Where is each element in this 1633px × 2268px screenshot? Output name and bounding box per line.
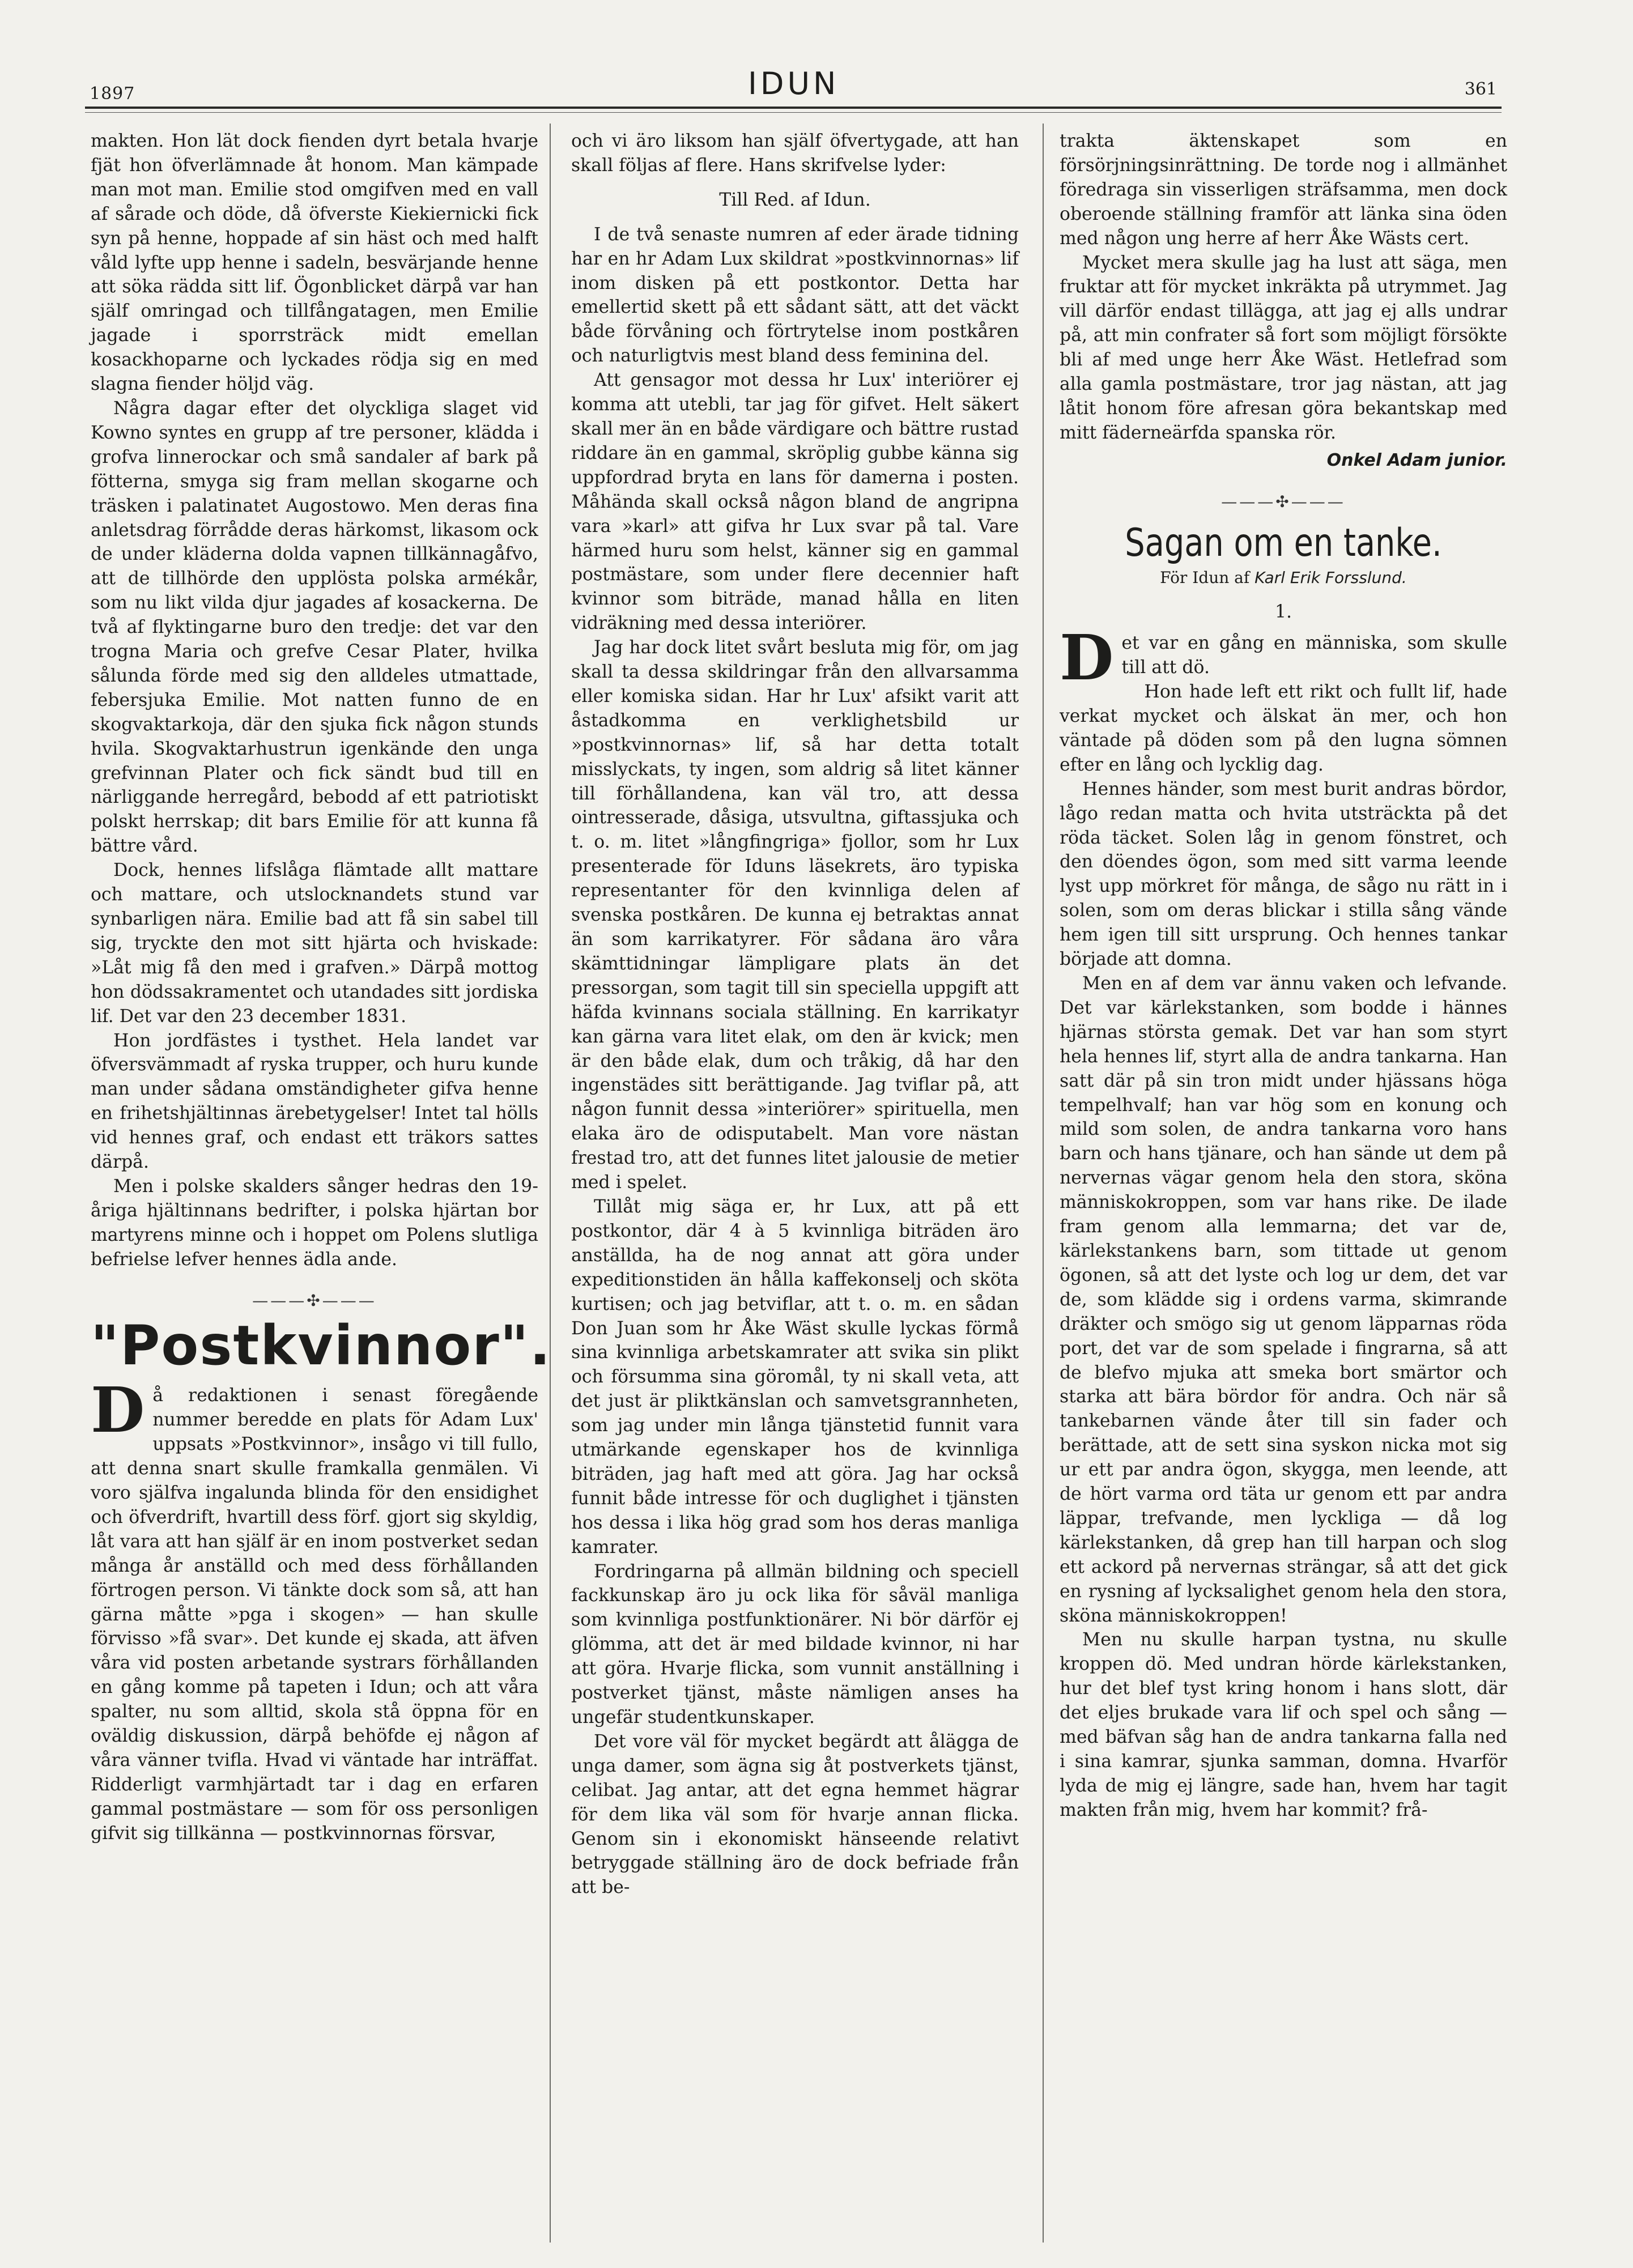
header-rule-thin <box>85 112 1502 113</box>
paragraph: Men en af dem var ännu vaken och lefvande. Det var kärlekstanken, som bodde i hännes hjärnas största gemak. Det var han som styrt hela hennes lif, styrt alla de andra tankarna. Han satt där på sin tron midt under hjässans höga tempelhvalf; han var hög som en konung och mild som solen, de andra tankarna voro hans barn och hans tjänare, och han sände ut dem på nervernas vägar genom hela den stora, sköna människokroppen, som var hans rike. De ilade fram genom alla lemmarna; det var de, kärlekstankens barn, som tittade ut genom ögonen, så att det lyste och log ur dem, det var de, som klädde sig i ordens varma, skimrande dräkter och smögo sig ut genom läpparnas röda port, det var de som spelade i fingrarna, så att de blefvo mjuka att smeka bort smärtor och starka att bära bördor för andra. Och när så tankebarnen vände åter till sin fader och berättade, att de sett sina syskon nicka mot sig ur ett par andra ögon, skygga, men leende, att de hört varma ord täta ur genom ett par andra läppar, trefvande, men lyckliga — då log kärlekstanken, då grep han till harpan och slog ett ackord på nervernas strängar, så att det gick en rysning af lycksalighet genom hela den stora, sköna människokroppen! <box>1060 973 1507 1626</box>
paragraph: I de två senaste numren af eder ärade tidning har en hr Adam Lux skildrat »postkvinnornas» lif inom disken på ett postkontor. Detta har emellertid skett på ett sådant sätt, att det väckt både förvåning och förtrytelse inom postkåren och naturligtvis mest bland dess feminina del. <box>571 224 1019 367</box>
column-divider <box>1043 124 1044 2243</box>
paragraph: et var en gång en människa, som skulle till att dö. <box>1121 633 1507 678</box>
paragraph: Fordringarna på allmän bildning och speciell fackkunskap äro ju ock lika för såväl manliga som kvinnliga postfunktionärer. Ni bör därför ej glömma, att det är med bildade kvinnor, ni har att göra. Hvarje flicka, som vunnit anställning i postverket tjänst, måste nämligen anses ha ungefär studentkunskaper. <box>571 1561 1019 1727</box>
paragraph: Men i polske skalders sånger hedras den 19-åriga hjältinnans bedrifter, i polska hjärtan bor martyrens minne och i hoppet om Polens slutliga befrielse lefver hennes ädla ande. <box>91 1176 538 1270</box>
drop-cap: D <box>1060 621 1114 695</box>
section-separator: ———✣——— <box>1221 492 1346 511</box>
drop-cap: D <box>91 1373 145 1447</box>
paragraph: Hennes händer, som mest burit andras bördor, lågo redan matta och hvita utsträckta på det röda täcket. Solen låg in genom fönstret, och den döendes ögon, som med sitt varma leende lyst upp mörkret för många, de sågo nu rätt in i solen, som om deras blickar i stilla sång vände hem igen till sitt ursprung. Och hennes tankar började att domna. <box>1060 778 1507 970</box>
paragraph: trakta äktenskapet som en försörjningsinrättning. De torde nog i allmänhet föredraga sin visserligen sträfsamma, men dock oberoende ställning framför att länka sina öden med någon ung herre af herr Åke Wästs cert. <box>1060 131 1507 249</box>
article-lead <box>91 1373 538 1845</box>
byline <box>1060 566 1507 590</box>
salutation: Till Red. af Idun. <box>719 189 871 210</box>
paragraph: å redaktionen i senast föregående nummer beredde en plats för Adam Lux' uppsats »Postkvinnor», insågo vi till fullo, att denna snart skulle framkalla genmälen. Vi voro själfva ingalunda blinda för den ensidighet och öfverdrift, hvartill dess förf. gjort sig skyldig, låt vara att han själf är en inom postverket sedan många år anställd och med dess förhållanden förtrogen person. Vi tänkte dock som så, att han gärna måtte »pga i skogen» — han skulle förvisso »få svar». Det kunde ej skada, att äfven våra vid posten arbetande systrars förhållanden en gång komme på tapeten i Idun; och att våra spalter, nu som alltid, skola stå öppna för en oväldig diskussion, därpå behöfde ej någon af våra vänner tvifla. Hvad vi väntade har inträffat. Ridderligt varmhjärtadt tar i dag en erfaren gammal postmästare — som för oss personligen gifvit sig tillkänna — postkvinnornas försvar, <box>91 1385 538 1844</box>
paragraph: Det vore väl för mycket begärdt att ålägga de unga damer, som ägna sig åt postverkets tjänst, celibat. Jag antar, att det egna hemmet hägrar för dem lika väl som för hvarje annan flicka. Genom sin i ekonomiskt hänseende relativt betryggade ställning äro de dock befriade från att be- <box>571 1731 1019 1898</box>
paragraph: och vi äro liksom han själf öfvertygade, att han skall följas af flere. Hans skrifvelse lyder: <box>571 131 1019 176</box>
signature: Onkel Adam junior. <box>1326 450 1507 470</box>
column-2 <box>571 129 1019 2237</box>
byline-author: Karl Erik Forsslund. <box>1254 568 1407 587</box>
article-title: "Postkvinnor". <box>91 1313 552 1377</box>
page-header <box>85 62 1502 113</box>
paragraph: Men nu skulle harpan tystna, nu skulle kroppen dö. Med undran hörde kärlekstanken, hur det blef tyst kring honom i hans slott, där det eljes brukade vara lif och spel och sång — med bäfvan såg han de andra tankarna falla ned i sina kamrar, sjunka samman, domna. Hvarför lyda de mig ej längre, sade han, hvem har tagit makten från mig, hvem har kommit? frå- <box>1060 1629 1507 1820</box>
masthead-title: IDUN <box>748 66 840 101</box>
story-title: Sagan om en tanke. <box>1125 520 1442 565</box>
paragraph: Några dagar efter det olyckliga slaget vid Kowno syntes en grupp af tre personer, klädda i grofva linnerockar och små sandaler af bark på fötterna, smyga sig fram mellan skogarne och träsken i palatinatet Augostowo. Men deras fina anletsdrag förrådde deras härkomst, likasom ock de under kläderna dolda vapnen tillkännagåfvo, att de tillhörde den upplösta polska armékår, som nu likt vilda djur jagades af kosackerna. De två af flyktingarne buro den tredje: det var den trogna Maria och grefve Cesar Plater, hvilka sålunda förde med sig den alldeles utmattade, febersjuka Emilie. Mot natten funno de en skogvaktarkoja, där den sjuka fick någon stunds hvila. Skogvaktarhustrun igenkände den unga grefvinnan Plater och fick sändt bud till en närliggande herregård, bebodd af ett patriotiskt polskt herrskap; dit bars Emilie för att kunna få bättre vård. <box>91 398 538 857</box>
page-number: 361 <box>1464 79 1497 99</box>
byline-prefix: För Idun af <box>1160 568 1255 587</box>
header-rule <box>85 107 1502 109</box>
column-3 <box>1060 129 1507 2237</box>
section-separator: ———✣——— <box>252 1291 377 1310</box>
paragraph: Dock, hennes lifslåga flämtade allt mattare och mattare, och utslocknandets stund var synbarligen nära. Emilie bad att få sin sabel till sig, tryckte den mot sitt hjärta och hviskade: »Låt mig få den med i grafven.» Därpå mottog hon dödssakramentet och utandades sitt jordiska lif. Det var den 23 december 1831. <box>91 860 538 1027</box>
header-year: 1897 <box>90 84 135 104</box>
paragraph: Hon jordfästes i tysthet. Hela landet var öfversvämmadt af ryska trupper, och huru kunde man under sådana omständigheter gifva henne en frihetshjältinnas ärebetygelser! Intet tal hölls vid hennes graf, och endast ett träkors sattes därpå. <box>91 1030 538 1173</box>
paragraph: Jag har dock litet svårt besluta mig för, om jag skall ta dessa skildringar från den allvarsamma eller komiska sidan. Har hr Lux' afsikt varit att åstadkomma en verklighetsbild ur »postkvinnornas» lif, så har detta totalt misslyckats, ty ingen, som aldrig så litet känner till förhållandena, kan väl tro, att dessa ointresserade, dåsiga, utsvultna, giftassjuka och t. o. m. litet »långfingriga» fjollor, som hr Lux presenterade för Iduns läsekrets, äro typiska representanter för den kvinnliga delen af svenska postkåren. De kunna ej betraktas annat än som karrikatyrer. För sådana äro våra skämttidningar lämpligare plats än det pressorgan, som tagit till sin speciella uppgift att häfda kvinnans sociala ställning. En karrikatyr kan gärna vara litet elak, om den är kvick; men är den både elak, dum och tråkig, då har den ingenstädes sitt berättigande. Jag tviflar på, att någon funnit dessa »interiörer» spirituella, men elaka äro de odisputabelt. Man vore nästan frestad tro, att det funnes litet jalousie de metier med i spelet. <box>571 637 1019 1193</box>
column-1 <box>91 129 552 2237</box>
paragraph: makten. Hon lät dock fienden dyrt betala hvarje fjät hon öfverlämnade åt honom. Man kämpade man mot man. Emilie stod omgifven med en vall af sårade och döde, då öfverste Kiekiernicki fick syn på henne, hoppade af sin häst och med halft våld lyfte upp henne i sadeln, besvärjande henne att söka rädda sitt lif. Ögonblicket därpå var han själf omringad och tillfångatagen, men Emilie jagade i sporrsträck midt emellan kosackhoparne och lyckades rödja sig en med slagna fiender höljd väg. <box>91 131 538 395</box>
paragraph: Att gensagor mot dessa hr Lux' interiörer ej komma att utebli, tar jag för gifvet. Helt säkert skall mer än en både värdigare och bättre rustad riddare än en gammal, skröplig gubbe känna sig uppfordrad bryta en lans för damerna i posten. Måhända skall också någon bland de angripna vara »karl» att gifva hr Lux svar på tal. Vare härmed huru som helst, känner sig en gammal postmästare, som under flere decennier haft kvinnor som biträde, manad hålla en liten vidräkning med dessa interiörer. <box>571 370 1019 634</box>
paragraph: Mycket mera skulle jag ha lust att säga, men fruktar att för mycket inkräkta på utrymmet. Jag vill därför endast tillägga, att jag ej alls undrar på, att min confrater så fort som möjligt försökte bli af med unge herr Åke Wäst. Hetlefrad som alla gamla postmästare, tror jag nästan, att jag låtit honom före afresan göra bekantskap med mitt fäderneärfda spanska rör. <box>1060 252 1507 443</box>
section-number: 1. <box>1274 602 1292 623</box>
paragraph: Tillåt mig säga er, hr Lux, att på ett postkontor, där 4 à 5 kvinnliga biträden äro anställda, ha de nog annat att göra under expeditionstiden än hålla kaffekonselj och sköta kurtisen; och jag betviflar, att t. o. m. en sådan Don Juan som hr Åke Wäst skulle lyckas förmå sina kvinnliga arbetskamrater att svika sin plikt och försumma sina göromål, ty ni skall veta, att det just är pliktkänslan och samvetsgrannheten, som jag under min långa tjänstetid funnit vara utmärkande egenskaper hos de kvinnliga biträden, jag haft med att göra. Jag har också funnit både intresse för och duglighet i tjänsten hos dessa i lika hög grad som hos deras manliga kamrater. <box>571 1196 1019 1558</box>
story-lead <box>1060 621 1507 695</box>
column-divider <box>550 124 551 2243</box>
paragraph: Hon hade left ett rikt och fullt lif, hade verkat mycket och älskat än mer, och hon väntade på döden som på den lugna sömnen efter en lång och lycklig dag. <box>1060 682 1507 775</box>
